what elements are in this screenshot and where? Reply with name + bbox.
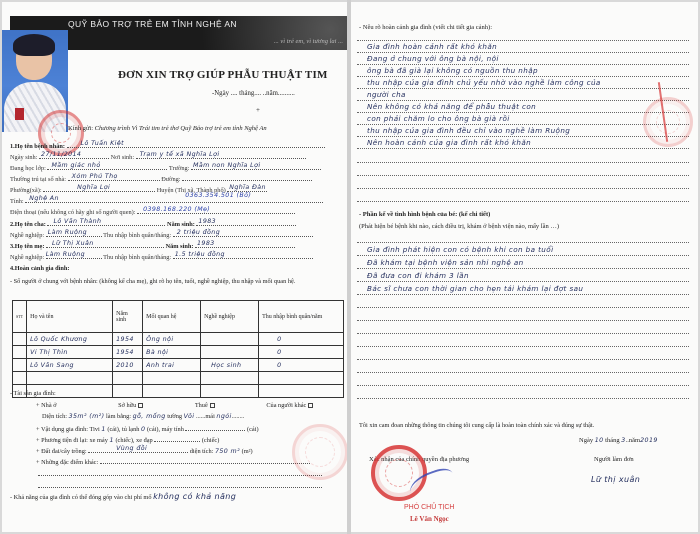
patient-name-row [10, 139, 325, 150]
illness-label: - Phần kể về tình hình bệnh của bé: (kể chi tiết) [359, 211, 491, 218]
house-row: + Nhà ở Sở hữu Thuê Của người khác [36, 403, 313, 409]
plus-mark: + [256, 106, 260, 114]
circumstance-line[interactable]: Đang ở chung với ông bà nội, nội [357, 54, 689, 65]
photo-hair [13, 34, 55, 56]
illness-line[interactable]: Đã đưa con đi khám 3 lần [357, 271, 689, 282]
ward-field[interactable]: Nghĩa Lợi [43, 186, 155, 192]
circumstance-line[interactable]: Nên hoàn cảnh của gia đình rất khó khăn [357, 138, 689, 149]
circumstance-line[interactable]: con phải chăm lo cho ông bà già rồi [357, 114, 689, 125]
col-job: Nghề nghiệp [201, 301, 259, 333]
illness-hint: (Phát hiện bé bệnh khi nào, cách điều trị, khám ở bệnh viện nào, mấy lần …) [359, 223, 560, 230]
circumstance-label: - Nêu rõ hoàn cảnh gia đình (viết chi tiết gia cảnh): [359, 24, 493, 31]
contribution-row: - Khả năng của gia đình có thể đóng góp vào chi phí mổ không có khả năng [10, 492, 237, 501]
father-job-field[interactable]: Làm Ruộng [46, 231, 102, 237]
patient-name-label: 1.Họ tên bệnh nhân: [10, 143, 65, 150]
house-area-row: Diện tích: 35m² (m²) làm bằng: gỗ, mống tường Vôi ......mái ngói........ [42, 413, 245, 420]
banner-title: QUỸ BẢO TRỢ TRẺ EM TỈNH NGHỆ AN [68, 19, 237, 29]
house-area-value[interactable]: 35m² (m²) [68, 413, 105, 420]
recipient-label: Kính gửi: [68, 125, 94, 132]
father-name-field[interactable]: Lô Văn Thành [47, 220, 165, 226]
official-title: PHÓ CHỦ TỊCH [404, 504, 455, 511]
form-page-2 [351, 2, 698, 532]
table-row: Lô Văn Sang 2010 Anh trai Học sinh 0 [13, 359, 344, 372]
father-year-field[interactable]: 1983 [196, 220, 296, 226]
illness-line[interactable]: Gia đình phát hiện con có bệnh khi con ba tuổi [357, 245, 689, 256]
illness-line[interactable]: Đã khám tại bệnh viện sản nhi nghệ an [357, 258, 689, 269]
contribution-value[interactable]: không có khả năng [153, 492, 237, 501]
table-header-row [13, 301, 344, 333]
other-features-row: + Những đặc điểm khác: [36, 458, 310, 466]
district-field[interactable]: Nghĩa Đàn [229, 183, 266, 191]
ward-row: Phường(xã): Nghĩa Lợi Huyện (Thị xã, Thành phố) Nghĩa Đàn [10, 183, 266, 194]
col-year: Năm sinh [113, 301, 143, 333]
province-row: Tỉnh: Nghệ An 0363.354.501 (Bố) [10, 197, 323, 205]
header-date-line: -Ngày .... tháng.... ..năm.......... [212, 90, 295, 97]
circumstance-line[interactable] [357, 30, 689, 41]
household-table [12, 300, 344, 398]
mother-name-field[interactable]: Lữ Thị Xuân [46, 242, 164, 248]
circumstance-line[interactable]: thu nhập của gia đình chủ yếu nhờ vào nghề làm công của [357, 78, 689, 89]
other-features-line-2 [38, 470, 322, 478]
table-row [13, 372, 344, 385]
land-area-value[interactable]: 750 m² [214, 448, 241, 455]
form-title: ĐƠN XIN TRỢ GIÚP PHẪU THUẬT TIM [118, 69, 328, 81]
circumstance-line[interactable]: ông bà đã già lại không có nguồn thu nhập [357, 66, 689, 77]
recipient-line [68, 125, 267, 132]
table-row: Vi Thị Thìn 1954 Bà nội 0 [13, 346, 344, 359]
street-field[interactable] [182, 175, 312, 181]
col-stt: STT [13, 301, 27, 333]
transport-row: + Phương tiện đi lại: xe máy 1 (chiếc), xe đạp (chiếc) [36, 437, 220, 444]
birthplace-field[interactable]: Trạm y tế xã Nghĩa Lợi [136, 153, 306, 159]
circumstance-line[interactable]: Nên không có khả năng để phẫu thuật con [357, 102, 689, 113]
col-income: Thu nhập bình quân/năm [259, 301, 344, 333]
col-name: Họ và tên [27, 301, 113, 333]
form-page-1 [2, 2, 347, 532]
table-row: Lô Quốc Khương 1954 Ông nội 0 [13, 333, 344, 346]
dob-field[interactable]: 27/11/2014 [39, 153, 109, 159]
illness-line[interactable] [357, 323, 689, 334]
house-rent-checkbox[interactable] [210, 403, 215, 408]
official-name: Lê Văn Ngọc [410, 515, 449, 523]
family-section-heading: 4.Hoàn cảnh gia đình: [10, 265, 70, 272]
class-row: Đang học lớp: Mầm giác nhỏ Trường: Mầm non Nghĩa Lợi [10, 164, 321, 172]
class-field[interactable]: Mầm giác nhỏ [47, 164, 167, 170]
authority-label: Xác nhận của chính quyền địa phương [369, 456, 470, 463]
applicant-label: Người làm đơn [594, 456, 634, 463]
house-other-checkbox[interactable] [308, 403, 313, 408]
appliances-row: + Vật dụng gia đình: Tivi 1 (cái), tủ lạnh 0 (cái), máy tính (cái) [36, 426, 259, 433]
house-roof-value[interactable]: ngói [216, 413, 232, 420]
illness-line[interactable] [357, 232, 689, 243]
banner-subtitle: ... vì trẻ em, vì tương lai ... [273, 38, 343, 45]
mother-income-field[interactable]: 1.5 triệu đồng [173, 253, 313, 259]
mother-job-row: Nghề nghiệp: Làm Ruộng Thu nhập bình quân/tháng: 1.5 triệu đồng [10, 253, 313, 261]
other-features-line-3 [38, 482, 322, 490]
illness-line[interactable] [357, 349, 689, 360]
illness-line[interactable] [357, 297, 689, 308]
father-income-field[interactable]: 2 triệu đồng [173, 231, 313, 237]
circumstance-line[interactable]: thu nhập của gia đình đều chỉ vào nghề làm Ruộng [357, 126, 689, 137]
province-field[interactable]: Nghệ An 0363.354.501 (Bố) [25, 197, 323, 203]
recipient-value: Chương trình Vì Trái tim trẻ thơ Quỹ Bảo trợ trẻ em tỉnh Nghệ An [94, 125, 267, 132]
photo-badge [15, 108, 24, 120]
circumstance-line[interactable] [357, 178, 689, 189]
address-field[interactable]: Xóm Phú Thọ [68, 175, 160, 181]
address-row: Thường trú tại số nhà: Xóm Phú Thọ Đường: [10, 175, 312, 183]
table-row [13, 385, 344, 398]
fridge-count[interactable]: 0 [140, 426, 146, 433]
school-field[interactable]: Mầm non Nghĩa Lợi [191, 164, 321, 170]
house-material-value[interactable]: gỗ, mống [132, 413, 166, 420]
faded-seal-stamp [292, 424, 347, 480]
land-type-field[interactable]: Vùng đồi [88, 447, 188, 453]
patient-name-field[interactable]: Lô Tuấn Kiệt [67, 142, 325, 148]
father-name-row: 2.Họ tên cha: Lô Văn Thành Năm sinh: 1983 [10, 220, 296, 228]
mother-name-row: 3.Họ tên mẹ: Lữ Thị Xuân Năm sinh: 1983 [10, 242, 295, 250]
mother-job-field[interactable]: Làm Ruộng [46, 253, 102, 259]
applicant-signature: Lữ thị xuân [591, 475, 641, 484]
dob-row: Ngày sinh: 27/11/2014 Nơi sinh: Trạm y tế xã Nghĩa Lợi [10, 153, 306, 161]
circumstance-line[interactable] [357, 165, 689, 176]
computer-count[interactable] [185, 425, 245, 431]
illness-line[interactable] [357, 388, 689, 399]
circumstance-line[interactable] [357, 191, 689, 202]
father-job-row: Nghề nghiệp: Làm Ruộng Thu nhập bình quân/tháng: 2 triệu đồng [10, 231, 313, 239]
phone-row: Điện thoại (nếu không có hãy ghi số người quen): 0398.168.220 (Mẹ) [10, 208, 295, 216]
motorbike-count[interactable]: 1 [109, 437, 114, 444]
sign-date: Ngày 10 tháng 3..năm2019 [579, 437, 658, 444]
illness-line[interactable] [357, 310, 689, 321]
house-own-checkbox[interactable] [138, 403, 143, 408]
assets-heading: - Tài sản gia đình: [10, 390, 56, 397]
illness-line[interactable] [357, 362, 689, 373]
mother-year-field[interactable]: 1983 [195, 242, 295, 248]
circumstance-line[interactable]: Gia đình hoàn cảnh rất khó khăn [357, 42, 689, 53]
phone-field[interactable]: 0398.168.220 (Mẹ) [137, 208, 295, 214]
col-relation: Mối quan hệ [143, 301, 201, 333]
house-wall-value[interactable]: Vôi [183, 413, 195, 420]
illness-line[interactable] [357, 336, 689, 347]
land-row: + Đất đai/cây trồng: Vùng đồi diện tích: 750 m² (m²) [36, 444, 253, 455]
commitment-statement: Tôi xin cam đoan những thông tin chúng tôi cung cấp là hoàn toàn chính xác và đúng sự thật. [359, 422, 595, 429]
household-note: - Số người ở chung với bệnh nhân: (không kể cha mẹ), ghi rõ họ tên, tuổi, nghề nghiệp, thu nhập và mối quan hệ. [10, 278, 296, 285]
illness-line[interactable]: Bác sĩ chưa con thời gian cho hẹn tái khám lại đợt sau [357, 284, 689, 295]
bicycle-count[interactable] [154, 436, 200, 442]
illness-line[interactable] [357, 375, 689, 386]
tv-count[interactable]: 1 [101, 426, 106, 433]
circumstance-line[interactable] [357, 152, 689, 163]
other-features-field[interactable] [100, 458, 310, 464]
circumstance-line[interactable]: người cha [357, 90, 689, 101]
